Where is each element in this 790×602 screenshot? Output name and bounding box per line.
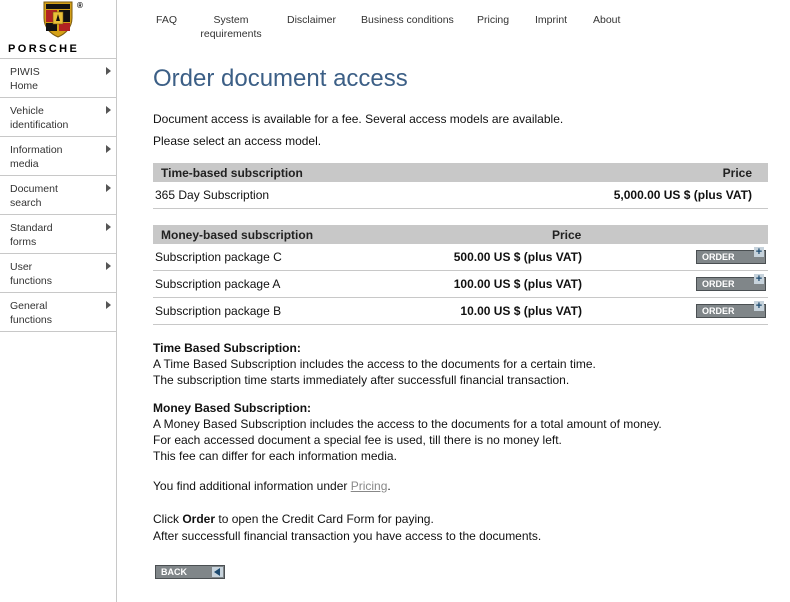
top-navigation bbox=[130, 12, 650, 42]
order-button-label: ORDER bbox=[702, 306, 735, 316]
back-button[interactable] bbox=[155, 565, 225, 579]
table-header-price: Price bbox=[552, 227, 582, 242]
registered-mark: ® bbox=[77, 1, 83, 10]
order-button[interactable] bbox=[696, 300, 766, 318]
sidebar-item-label: identification bbox=[10, 119, 69, 131]
package-price: 100.00 US $ (plus VAT) bbox=[453, 277, 582, 291]
sidebar-item-user-functions[interactable] bbox=[0, 254, 116, 293]
description-heading: Money Based Subscription: bbox=[153, 401, 312, 415]
table-header-title: Money-based subscription bbox=[161, 227, 314, 242]
porsche-crest-icon bbox=[41, 0, 75, 38]
order-button[interactable] bbox=[696, 273, 766, 291]
after-transaction-text: After successfull financial transaction you have access to the documents. bbox=[153, 529, 542, 543]
sidebar-item-label: search bbox=[10, 197, 42, 209]
porsche-logo[interactable] bbox=[0, 0, 116, 59]
nav-link-label: requirements bbox=[200, 28, 262, 40]
nav-link-pricing[interactable]: Pricing bbox=[477, 14, 510, 26]
nav-link-imprint[interactable]: Imprint bbox=[535, 14, 568, 26]
table-row bbox=[153, 271, 768, 298]
order-button-label: ORDER bbox=[702, 252, 735, 262]
time-based-table bbox=[153, 163, 768, 209]
sidebar-item-label: Home bbox=[10, 80, 39, 92]
intro-select-text: Please select an access model. bbox=[153, 134, 322, 148]
package-name: Subscription package A bbox=[155, 277, 281, 291]
sidebar-item-label: General bbox=[10, 300, 48, 312]
table-row bbox=[153, 182, 768, 209]
package-price: 10.00 US $ (plus VAT) bbox=[460, 304, 582, 318]
package-name: Subscription package B bbox=[155, 304, 282, 318]
nav-link-business-conditions[interactable]: Business conditions bbox=[361, 14, 454, 26]
additional-info-text bbox=[153, 479, 768, 494]
sidebar-item-vehicle-identification[interactable] bbox=[0, 98, 116, 137]
sidebar-item-general-functions[interactable] bbox=[0, 293, 116, 332]
chevron-right-icon bbox=[106, 106, 111, 114]
table-header bbox=[153, 225, 768, 244]
sidebar-item-label: Document bbox=[10, 183, 58, 195]
instruction-prefix: Click bbox=[153, 512, 183, 526]
chevron-right-icon bbox=[106, 301, 111, 309]
table-row bbox=[153, 298, 768, 325]
nav-link-system-requirements[interactable] bbox=[200, 13, 262, 41]
nav-link-faq[interactable]: FAQ bbox=[156, 14, 178, 26]
intro-text: Document access is available for a fee. Several access models are available. bbox=[153, 112, 564, 126]
table-header-price: Price bbox=[722, 165, 752, 180]
description-line: A Time Based Subscription includes the access to the documents for a certain time. bbox=[153, 357, 596, 371]
nav-link-disclaimer[interactable]: Disclaimer bbox=[287, 14, 337, 26]
sidebar-item-label: Vehicle bbox=[10, 105, 44, 117]
money-based-description bbox=[153, 401, 768, 464]
additional-info-prefix: You find additional information under bbox=[153, 479, 351, 493]
chevron-right-icon bbox=[106, 262, 111, 270]
sidebar-item-label: forms bbox=[10, 236, 37, 248]
description-line: For each accessed document a special fee is used, till there is no money left. bbox=[153, 433, 562, 447]
instruction-order-word: Order bbox=[182, 512, 216, 526]
nav-link-about[interactable]: About bbox=[593, 14, 621, 26]
back-button-label: BACK bbox=[161, 567, 187, 577]
arrow-left-icon bbox=[212, 567, 223, 577]
money-based-table bbox=[153, 225, 768, 325]
order-button-label: ORDER bbox=[702, 279, 735, 289]
instruction-suffix: to open the Credit Card Form for paying. bbox=[215, 512, 434, 526]
sidebar-item-label: functions bbox=[10, 314, 53, 326]
description-line: A Money Based Subscription includes the access to the documents for a total amount of money. bbox=[153, 417, 662, 431]
sidebar-item-label: Standard bbox=[10, 222, 53, 234]
sidebar-item-standard-forms[interactable] bbox=[0, 215, 116, 254]
nav-link-label: System bbox=[213, 14, 249, 26]
time-based-description bbox=[153, 341, 768, 388]
description-line: This fee can differ for each information media. bbox=[153, 449, 397, 463]
package-name: Subscription package C bbox=[155, 250, 282, 264]
subscription-price: 5,000.00 US $ (plus VAT) bbox=[613, 188, 752, 202]
table-header-title: Time-based subscription bbox=[161, 165, 303, 180]
sidebar-item-label: User bbox=[10, 261, 33, 273]
page-title: Order document access bbox=[153, 65, 408, 92]
sidebar-item-label: functions bbox=[10, 275, 53, 287]
pricing-link[interactable]: Pricing bbox=[350, 479, 388, 493]
package-price: 500.00 US $ (plus VAT) bbox=[453, 250, 582, 264]
plus-icon: + bbox=[755, 246, 763, 258]
sidebar-item-label: PIWIS bbox=[10, 66, 40, 78]
porsche-wordmark: PORSCHE bbox=[8, 43, 80, 55]
main-content bbox=[153, 64, 768, 545]
description-line: The subscription time starts immediately after successfull financial transaction. bbox=[153, 373, 570, 387]
description-heading: Time Based Subscription: bbox=[153, 341, 301, 355]
plus-icon: + bbox=[755, 273, 763, 285]
chevron-right-icon bbox=[106, 145, 111, 153]
order-instruction bbox=[153, 511, 768, 528]
table-header bbox=[153, 163, 768, 182]
chevron-right-icon bbox=[106, 223, 111, 231]
order-button[interactable] bbox=[696, 246, 766, 264]
plus-icon: + bbox=[755, 300, 763, 312]
subscription-name: 365 Day Subscription bbox=[155, 188, 270, 202]
table-row bbox=[153, 244, 768, 271]
sidebar-item-piwis-home[interactable] bbox=[0, 59, 116, 98]
chevron-right-icon bbox=[106, 67, 111, 75]
sidebar bbox=[0, 0, 117, 602]
sidebar-item-label: media bbox=[10, 158, 39, 170]
additional-info-suffix: . bbox=[387, 479, 391, 493]
sidebar-item-label: Information bbox=[10, 144, 63, 156]
sidebar-item-document-search[interactable] bbox=[0, 176, 116, 215]
chevron-right-icon bbox=[106, 184, 111, 192]
sidebar-item-information-media[interactable] bbox=[0, 137, 116, 176]
